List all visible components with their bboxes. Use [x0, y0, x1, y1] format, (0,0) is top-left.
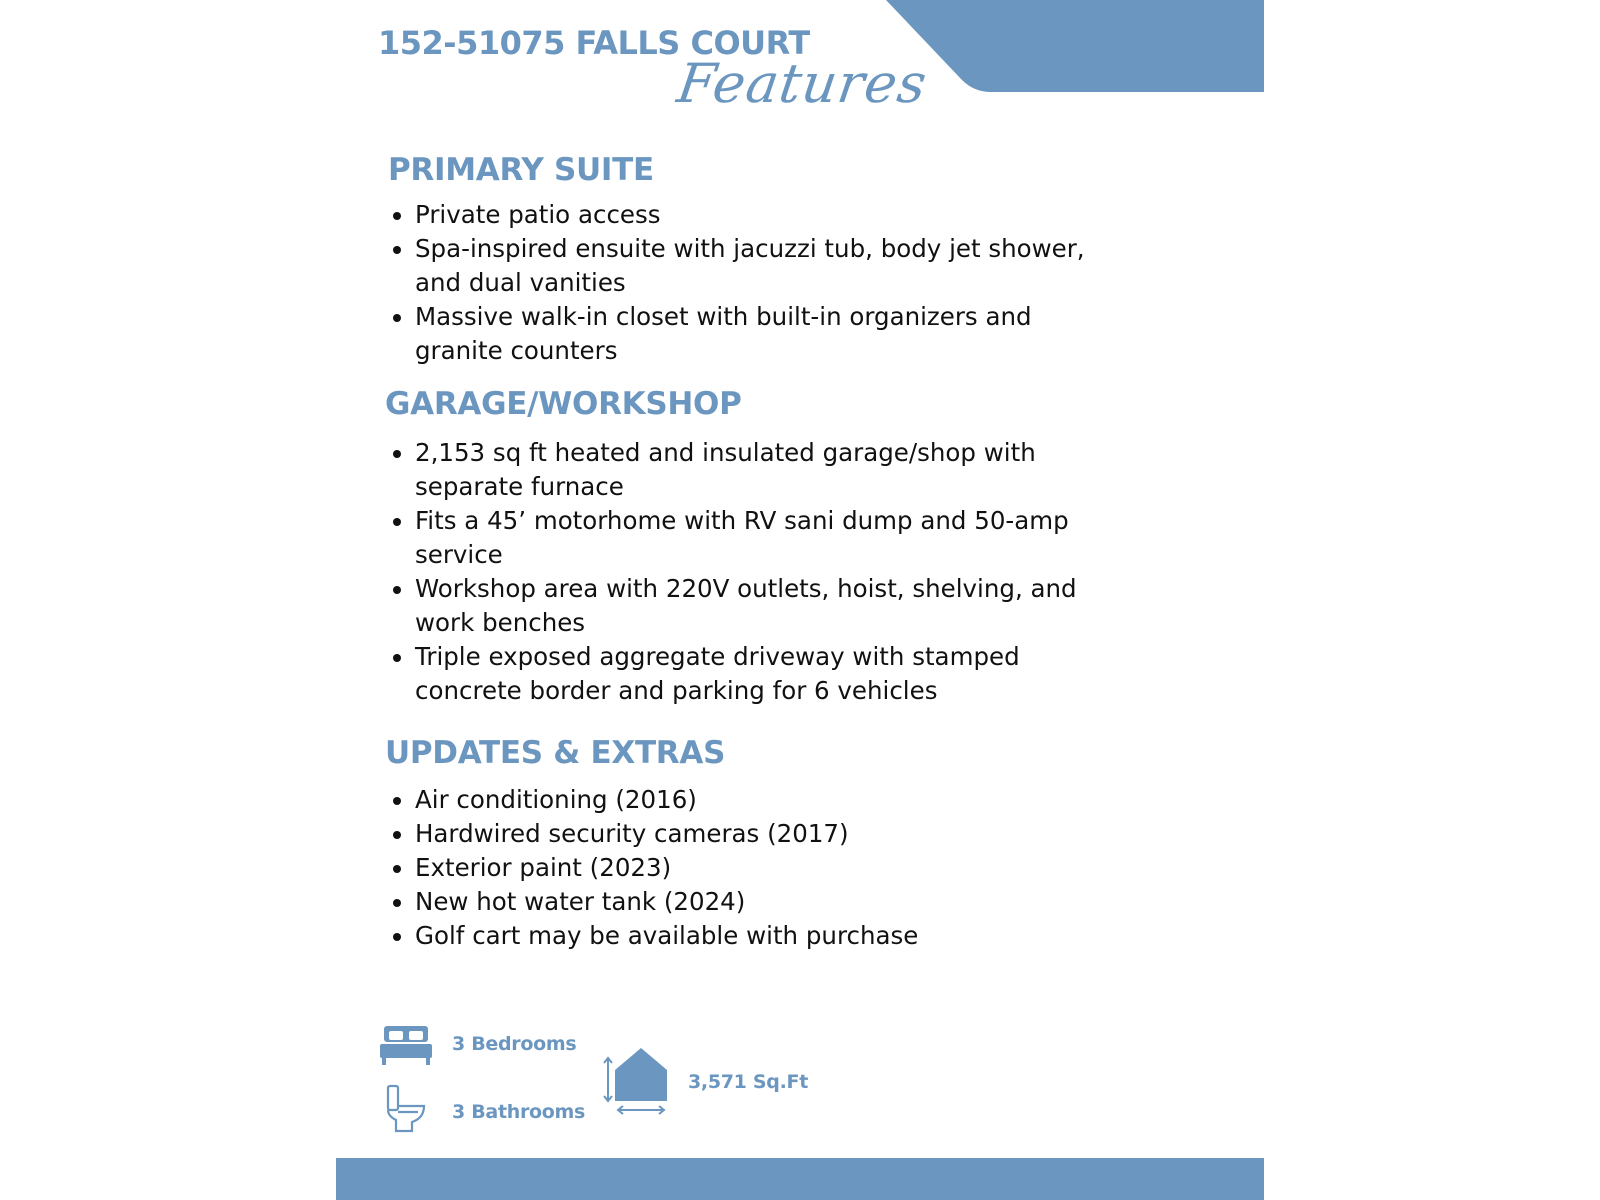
- bedrooms-label: 3 Bedrooms: [452, 1033, 577, 1055]
- feature-list: [388, 198, 1108, 368]
- house-dimensions-icon: [602, 1046, 672, 1116]
- list-item: Air conditioning (2016): [415, 783, 1105, 817]
- feature-list: [385, 436, 1105, 708]
- list-item: Fits a 45’ motorhome with RV sani dump and 50-amp service: [415, 504, 1105, 572]
- bathrooms-label: 3 Bathrooms: [452, 1101, 586, 1123]
- list-item: New hot water tank (2024): [415, 885, 1105, 919]
- list-item: Golf cart may be available with purchase: [415, 919, 1105, 953]
- list-item: 2,153 sq ft heated and insulated garage/shop with separate furnace: [415, 436, 1105, 504]
- features-page: [336, 0, 1264, 1200]
- list-item: Private patio access: [415, 198, 1108, 232]
- feature-list: [385, 783, 1105, 953]
- list-item: Hardwired security cameras (2017): [415, 817, 1105, 851]
- list-item: Spa-inspired ensuite with jacuzzi tub, body jet shower, and dual vanities: [415, 232, 1108, 300]
- section-title: GARAGE/WORKSHOP: [385, 386, 742, 422]
- corner-shape-fill: [886, 0, 1264, 92]
- section-primary-suite: [388, 152, 1108, 368]
- toilet-icon: [384, 1084, 428, 1134]
- property-address: 152-51075 FALLS COURT: [378, 24, 810, 62]
- bed-icon: [380, 1026, 432, 1066]
- list-item: Workshop area with 220V outlets, hoist, shelving, and work benches: [415, 572, 1105, 640]
- list-item: Exterior paint (2023): [415, 851, 1105, 885]
- section-garage-workshop: [385, 386, 1105, 708]
- section-title: PRIMARY SUITE: [388, 152, 654, 188]
- list-item: Massive walk-in closet with built-in organizers and granite counters: [415, 300, 1108, 368]
- property-stats: [336, 1020, 1264, 1140]
- features-script-title: Features: [673, 52, 932, 115]
- square-footage-label: 3,571 Sq.Ft: [688, 1071, 808, 1093]
- list-item: Triple exposed aggregate driveway with stamped concrete border and parking for 6 vehicles: [415, 640, 1105, 708]
- footer-bar: [336, 1158, 1264, 1200]
- section-title: UPDATES & EXTRAS: [385, 735, 726, 771]
- section-updates-extras: [385, 735, 1105, 953]
